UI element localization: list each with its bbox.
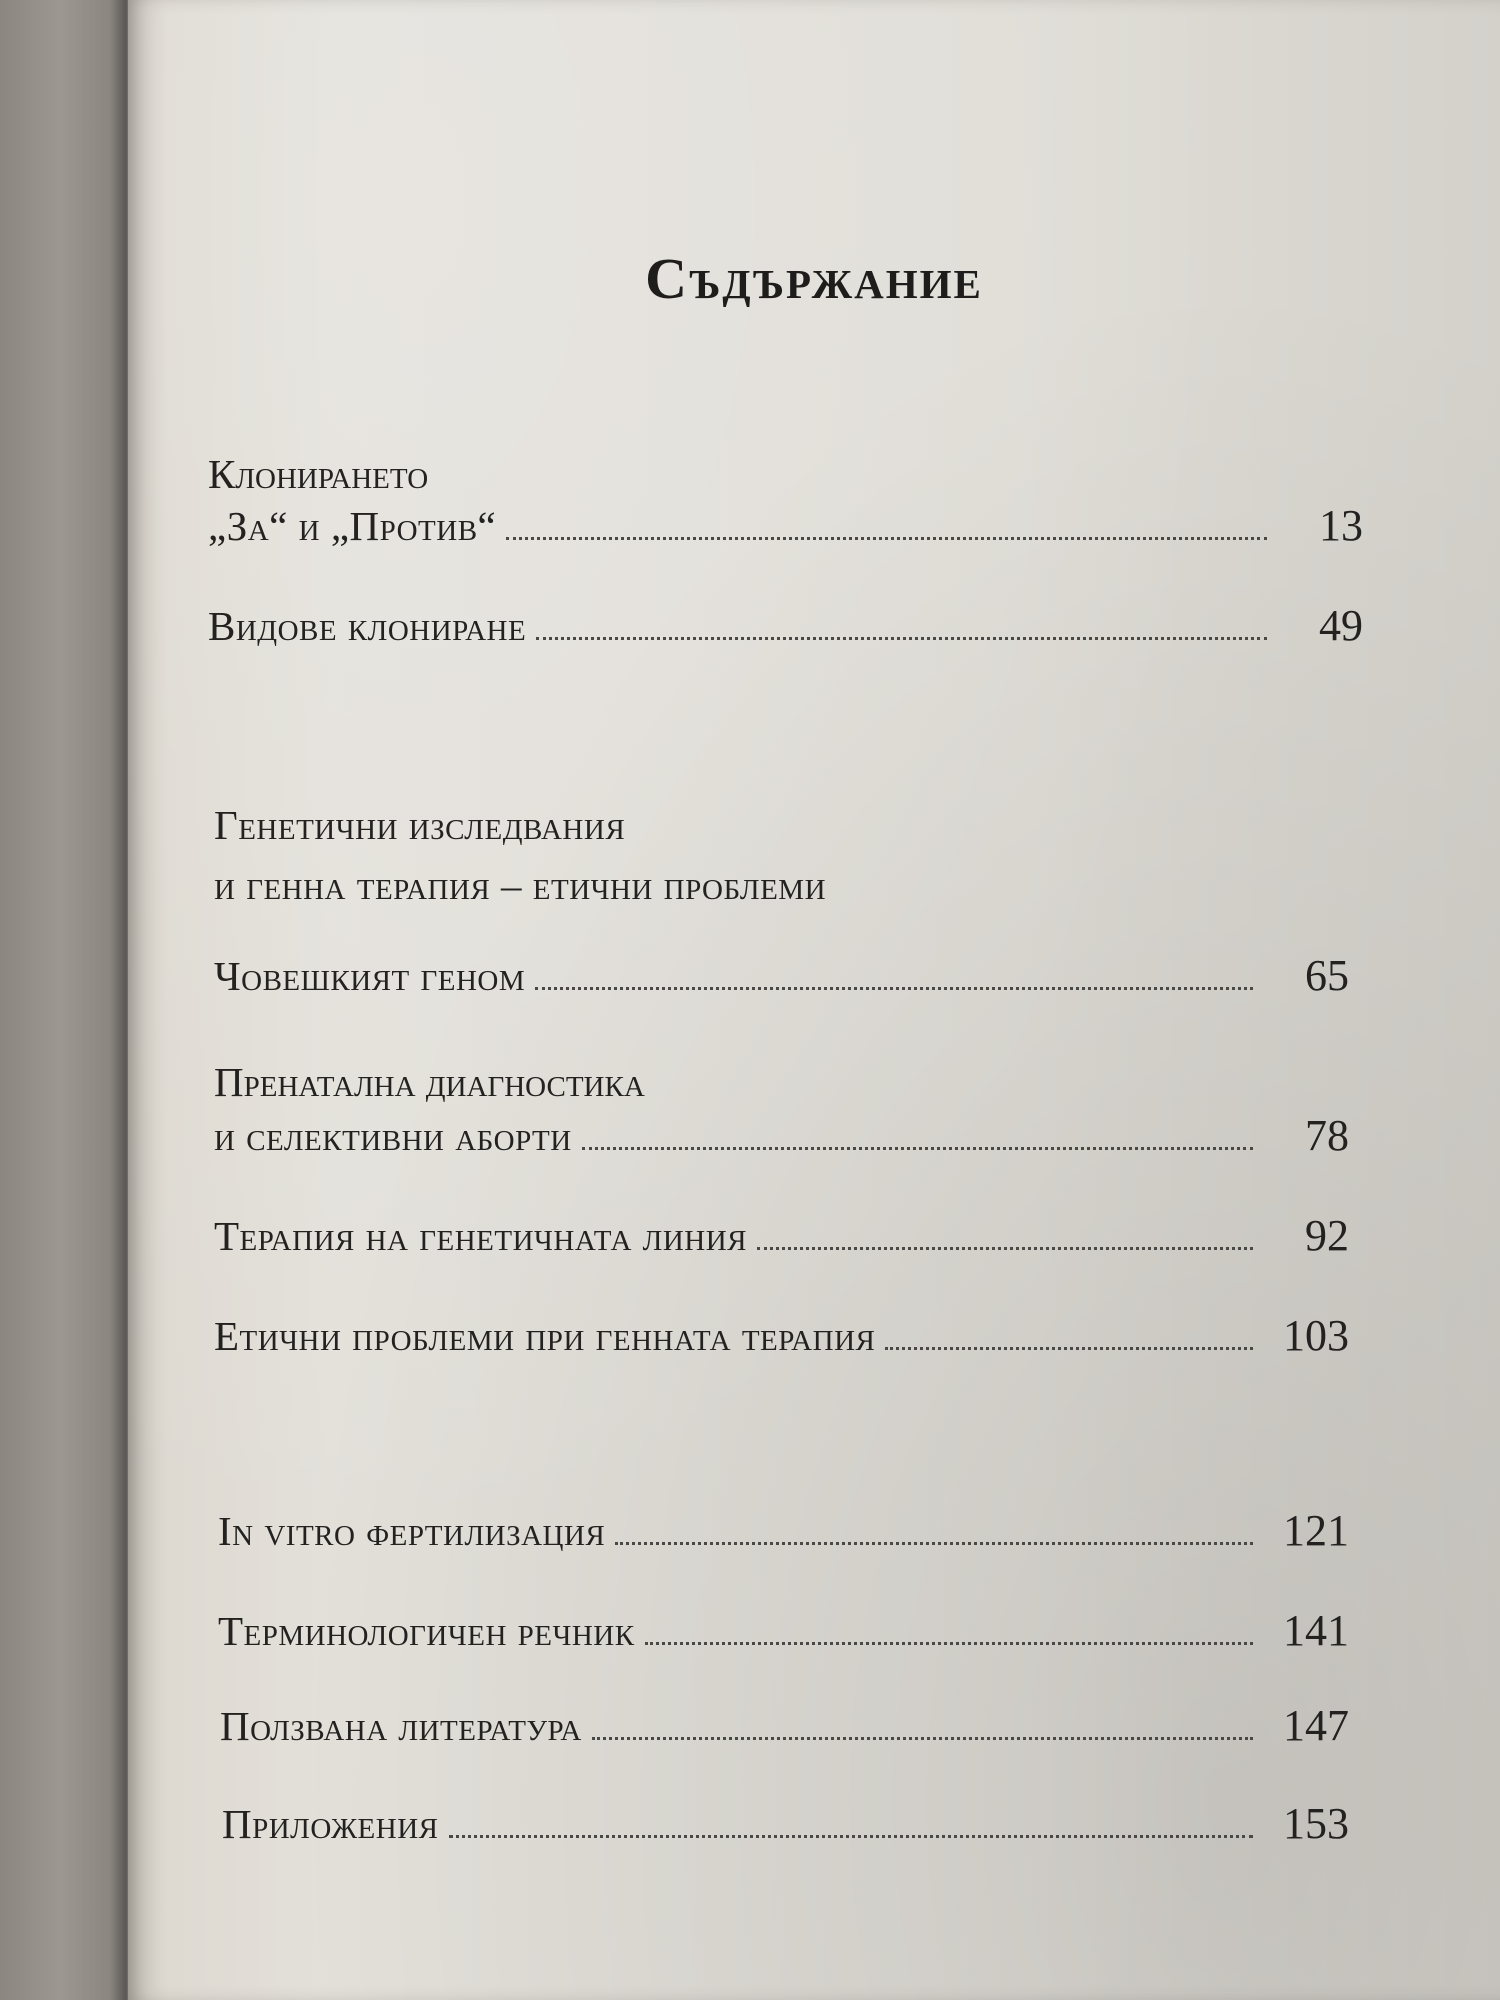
toc-entry-label: Терминологичен речник [218, 1608, 635, 1654]
page-number: 141 [1283, 1606, 1349, 1655]
dot-leader [645, 1641, 1253, 1645]
toc-entry [214, 1310, 1349, 1361]
page-number: 92 [1305, 1211, 1349, 1260]
page-number: 153 [1283, 1799, 1349, 1848]
toc-entry-label: Терапия на генетичната линия [214, 1213, 748, 1259]
toc-entry [214, 950, 1349, 1001]
section-heading-line: и генна терапия – етични проблеми [214, 862, 827, 908]
toc-entry [218, 1605, 1349, 1656]
dot-leader [582, 1146, 1253, 1150]
dot-leader [757, 1246, 1253, 1250]
page-number: 121 [1283, 1506, 1349, 1555]
toc-entry-label: Човешкият геном [214, 953, 526, 999]
dot-leader [506, 536, 1267, 540]
toc-entry-prenatal-heading [214, 1053, 645, 1111]
book-page [128, 0, 1500, 2000]
toc-entry [214, 1110, 1349, 1161]
toc-entry-label: Видове клониране [208, 603, 527, 649]
section-heading-line: Генетични изследвания [214, 802, 626, 848]
toc-entry-label: Клонирането [208, 451, 429, 497]
toc-entry-label: „За“ и „Против“ [208, 503, 497, 549]
toc-entry [218, 1505, 1349, 1556]
dot-leader [536, 636, 1267, 640]
dot-leader [592, 1736, 1253, 1740]
page-number: 103 [1283, 1311, 1349, 1360]
toc-entry [208, 500, 1363, 551]
page-number: 65 [1305, 951, 1349, 1000]
table-of-contents [128, 0, 1500, 2000]
page-number: 147 [1283, 1701, 1349, 1750]
section-heading [214, 795, 826, 915]
toc-entry-label: Пренатална диагностика [214, 1059, 645, 1105]
toc-entry [214, 1210, 1349, 1261]
toc-entry [222, 1798, 1349, 1849]
toc-entry-label: Приложения [222, 1801, 439, 1847]
toc-entry-label: Ползвана литература [220, 1703, 582, 1749]
page-number: 78 [1305, 1111, 1349, 1160]
page-title: Съдържание [645, 246, 983, 311]
page-number: 13 [1319, 501, 1363, 550]
dot-leader [885, 1346, 1253, 1350]
toc-entry-cloning-heading [208, 445, 428, 503]
toc-entry [220, 1700, 1349, 1751]
toc-entry [208, 600, 1363, 651]
dot-leader [615, 1541, 1253, 1545]
page-number: 49 [1319, 601, 1363, 650]
toc-entry-label: и селективни аборти [214, 1113, 572, 1159]
toc-entry-label: Етични проблеми при генната терапия [214, 1313, 876, 1359]
toc-entry-label: In vitro фертилизация [218, 1508, 606, 1554]
dot-leader [449, 1834, 1254, 1838]
dot-leader [535, 986, 1253, 990]
